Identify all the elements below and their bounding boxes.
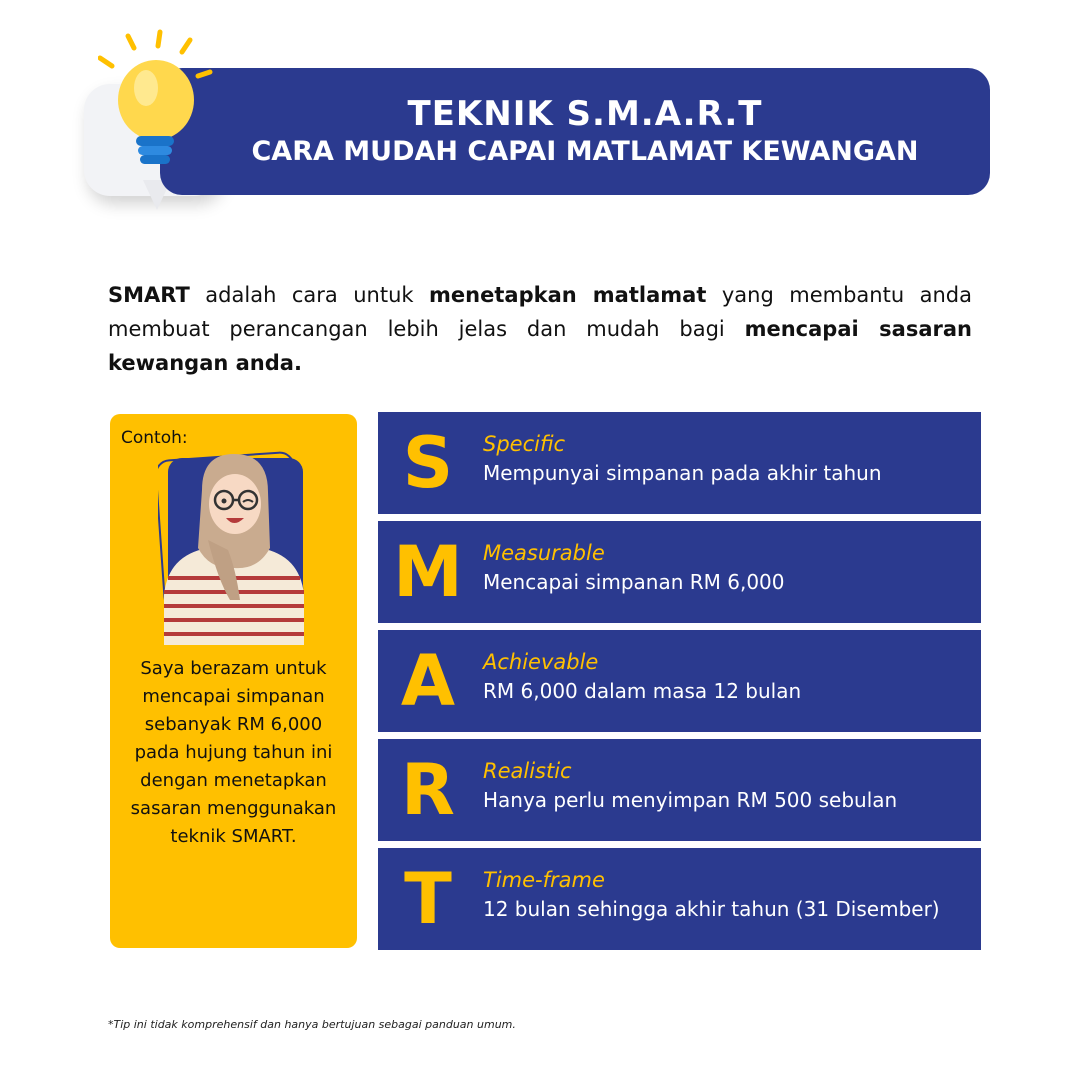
smart-letter: M <box>393 531 463 613</box>
smart-desc: Mempunyai simpanan pada akhir tahun <box>483 461 882 485</box>
intro-paragraph <box>108 278 972 380</box>
intro-target: mencapai sasaran kewangan anda. <box>108 317 972 375</box>
hijab-woman-avatar <box>158 450 310 645</box>
intro-text-2: yang membantu anda membuat perancangan lebih jelas dan mudah bagi <box>108 283 972 341</box>
smart-row-s <box>378 412 981 514</box>
intro-text-1: adalah cara untuk <box>189 283 430 307</box>
smart-desc: RM 6,000 dalam masa 12 bulan <box>483 679 802 703</box>
smart-row-r <box>378 739 981 841</box>
smart-desc: 12 bulan sehingga akhir tahun (31 Disember) <box>483 897 940 921</box>
example-label: Contoh: <box>121 428 188 448</box>
title-line-2: CARA MUDAH CAPAI MATLAMAT KEWANGAN <box>251 135 919 167</box>
smart-letter: T <box>404 858 452 940</box>
smart-term: Measurable <box>483 541 605 565</box>
title-line-1: TEKNIK S.M.A.R.T <box>407 93 763 134</box>
example-text: Saya berazam untuk mencapai simpanan sebanyak RM 6,000 pada hujung tahun ini dengan menetapkan sasaran menggunakan teknik SMART. <box>130 658 337 847</box>
smart-row-t <box>378 848 981 950</box>
smart-term: Time-frame <box>483 868 605 892</box>
smart-desc: Mencapai simpanan RM 6,000 <box>483 570 785 594</box>
smart-letter: S <box>402 422 454 504</box>
smart-letter: R <box>401 749 455 831</box>
footnote: *Tip ini tidak komprehensif dan hanya bertujuan sebagai panduan umum. <box>108 1018 516 1031</box>
intro-smart: SMART <box>108 283 190 307</box>
intro-goal: menetapkan matlamat <box>429 283 707 307</box>
smart-term: Achievable <box>483 650 599 674</box>
smart-desc: Hanya perlu menyimpan RM 500 sebulan <box>483 788 898 812</box>
smart-term: Specific <box>483 432 566 456</box>
smart-term: Realistic <box>483 759 572 783</box>
smart-row-m <box>378 521 981 623</box>
page-title <box>160 68 1010 195</box>
smart-letter: A <box>400 640 456 722</box>
smart-row-a <box>378 630 981 732</box>
